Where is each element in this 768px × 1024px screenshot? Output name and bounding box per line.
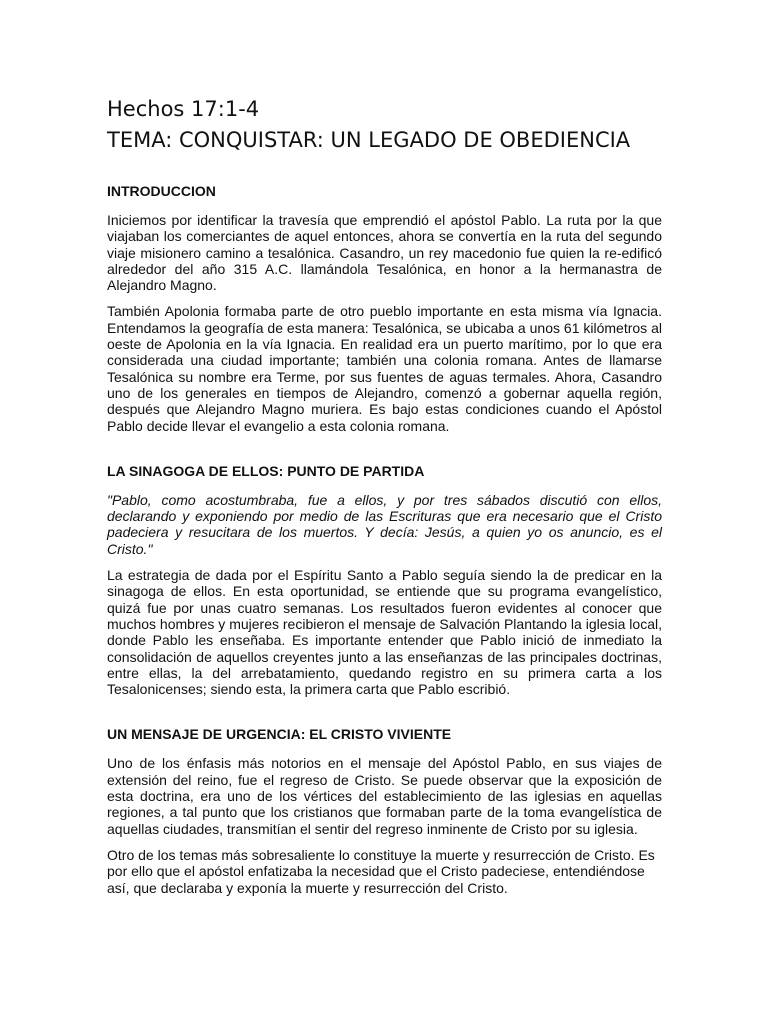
paragraph: Iniciemos por identificar la travesía que emprendió el apóstol Pablo. La ruta por la que viajaban los comerciantes de aquel entonces, ahora se convertía en la ruta del segundo viaje misionero camino a tesalónica. Casandro, un rey macedonio fue quien la re-edificó alrededor del año 315 A.C. llamándola Tesalónica, en honor a la hermanastra de Alejandro Magno.: [107, 212, 662, 294]
section-heading: UN MENSAJE DE URGENCIA: EL CRISTO VIVIENTE: [107, 726, 452, 743]
paragraph: Otro de los temas más sobresaliente lo constituye la muerte y resurrección de Cristo. Es por ello que el apóstol enfatizaba la necesidad que el Cristo padeciese, entendiéndose así, que declaraba y exponía la muerte y resurrección del Cristo.: [107, 846, 655, 896]
paragraph: La estrategia de dada por el Espíritu Santo a Pablo seguía siendo la de predicar en la sinagoga de ellos. En esta oportunidad, se entiende que su programa evangelístico, quizá fue por unas cuatro semanas. Los resultados fueron evidentes al conocer que muchos hombres y mujeres recibieron el mensaje de Salvación Plantando la iglesia local, donde Pablo les enseñaba. Es importante entender que Pablo inició de inmediato la consolidación de aquellos creyentes junto a las enseñanzas de las principales doctrinas, entre ellas, la del arrebatamiento, quedando registro en su primera carta a los Tesalonicenses; siendo esta, la primera carta que Pablo escribió.: [107, 567, 662, 698]
scripture-reference: Hechos 17:1-4: [107, 97, 260, 121]
scripture-quote: "Pablo, como acostumbraba, fue a ellos, y por tres sábados discutió con ellos, declarando y exponiendo por medio de las Escrituras que era necesario que el Cristo padeciera y resucitara de los muertos. Y decía: Jesús, a quien yo os anuncio, es el Cristo.": [107, 491, 662, 557]
section-sinagoga: [107, 462, 662, 698]
section-mensaje-urgencia: [107, 725, 662, 895]
section-heading: INTRODUCCION: [107, 183, 216, 199]
section-heading: LA SINAGOGA DE ELLOS: PUNTO DE PARTIDA: [107, 462, 425, 479]
sermon-theme: TEMA: CONQUISTAR: UN LEGADO DE OBEDIENCIA: [107, 128, 631, 152]
section-introduccion: [107, 182, 662, 434]
paragraph: Uno de los énfasis más notorios en el mensaje del Apóstol Pablo, en sus viajes de extensión del reino, fue el regreso de Cristo. Se puede observar que la exposición de esta doctrina, era uno de los vértices del establecimiento de las iglesias en aquellas regiones, a tal punto que los cristianos que formaban parte de la toma evangelística de aquellas ciudades, transmitían el sentir del regreso inminente de Cristo por su iglesia.: [107, 755, 662, 837]
paragraph: También Apolonia formaba parte de otro pueblo importante en esta misma vía Ignacia. Entendamos la geografía de esta manera: Tesalónica, se ubicaba a unos 61 kilómetros al oeste de Apolonia en la vía Ignacia. En realidad era un puerto marítimo, por lo que era considerada una ciudad importante; también una colonia romana. Antes de llamarse Tesalónica su nombre era Terme, por sus fuentes de aguas termales. Ahora, Casandro uno de los generales en tiempos de Alejandro, comenzó a gobernar aquella región, después que Alejandro Magno muriera. Es bajo estas condiciones cuando el Apóstol Pablo decide llevar el evangelio a esta colonia romana.: [107, 303, 662, 434]
